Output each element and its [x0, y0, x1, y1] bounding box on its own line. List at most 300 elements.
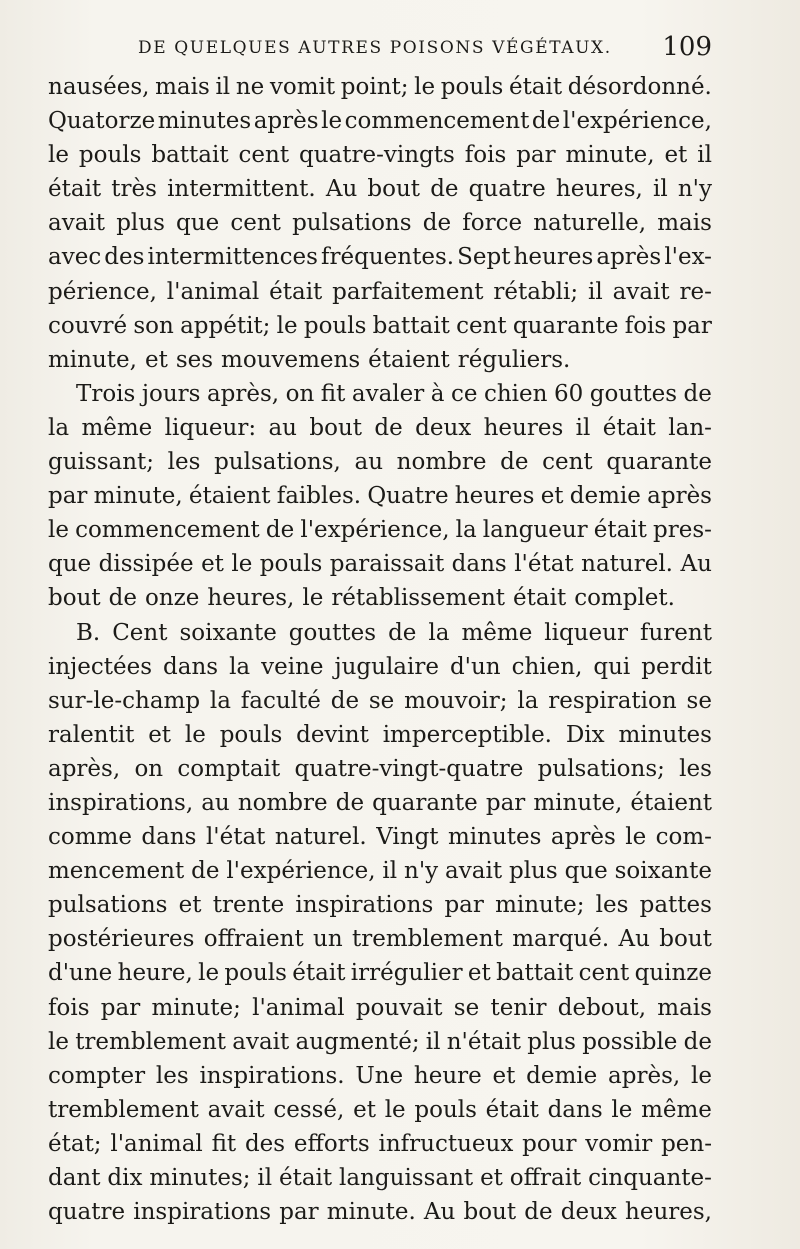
word: par — [279, 1199, 319, 1226]
word: pulsations — [292, 210, 412, 237]
word: B. — [76, 619, 101, 646]
word: battait — [496, 960, 574, 987]
text-line — [48, 820, 712, 854]
word: battait — [372, 312, 450, 339]
word: ce — [450, 380, 478, 407]
word: la — [48, 414, 70, 441]
word: bout — [367, 176, 421, 203]
word: parfaitement — [332, 278, 484, 305]
word: les — [595, 892, 629, 919]
word: postérieures — [48, 926, 195, 953]
word: soixante — [179, 619, 277, 646]
word: désordonné. — [567, 74, 712, 100]
word: ses — [175, 346, 214, 373]
word: à — [430, 380, 445, 407]
word: le — [611, 1096, 633, 1123]
word: liqueur: — [164, 414, 257, 441]
word: naturelle, — [533, 210, 647, 237]
word: le — [48, 142, 69, 169]
word: debout, — [557, 994, 647, 1021]
word: jugulaire — [334, 653, 439, 680]
word: après, — [206, 380, 280, 407]
word: comme — [48, 824, 132, 851]
word: et — [467, 960, 491, 987]
word: pouls — [259, 551, 323, 578]
word: réguliers. — [457, 346, 571, 373]
word: plus — [116, 210, 165, 237]
word: Une — [355, 1062, 404, 1089]
word: marqué. — [512, 926, 610, 953]
word: heures, — [555, 176, 643, 203]
word: fit — [320, 380, 346, 407]
text-line — [48, 343, 712, 377]
word: le — [302, 585, 324, 612]
word: Sept — [457, 244, 511, 271]
word: augmenté; — [295, 1028, 420, 1055]
word: les — [155, 1062, 189, 1089]
word: mais — [155, 74, 210, 100]
word: bout — [48, 585, 101, 612]
word: de — [335, 789, 365, 816]
text-line — [48, 411, 712, 445]
word: mouvoir; — [404, 687, 508, 714]
text-line — [48, 752, 712, 786]
word: fois — [48, 994, 90, 1021]
page-number: 109 — [662, 32, 712, 62]
word: ralentit — [48, 721, 135, 748]
text-line — [48, 718, 712, 752]
word: compter — [48, 1062, 146, 1089]
word: l'état — [205, 824, 266, 851]
word: et — [353, 1096, 376, 1123]
word: il — [588, 278, 603, 305]
word: fréquentes. — [321, 244, 455, 271]
word: par — [444, 892, 484, 919]
word: et — [201, 551, 224, 578]
word: demie — [526, 1062, 598, 1089]
word: et — [492, 1062, 516, 1089]
word: minutes — [448, 824, 542, 851]
word: tremblement — [352, 926, 503, 953]
word: deux — [415, 414, 472, 441]
word: point; — [340, 74, 409, 100]
word: il — [575, 414, 591, 441]
word: mouvemens — [221, 346, 361, 373]
word: lan- — [668, 414, 712, 441]
word: de — [422, 210, 452, 237]
word: de — [374, 414, 403, 441]
word: l'animal — [252, 994, 345, 1021]
word: il — [257, 1165, 273, 1191]
word: mencement — [48, 858, 185, 885]
word: imperceptible. — [382, 721, 552, 748]
word: faculté — [240, 687, 321, 714]
word: minute, — [93, 483, 183, 510]
word: pouls — [224, 960, 287, 987]
word: heures — [454, 483, 535, 510]
word: la — [428, 619, 450, 646]
word: Au — [423, 1199, 456, 1226]
word: les — [167, 449, 201, 476]
word: la — [229, 653, 251, 680]
word: au — [268, 414, 297, 441]
word: se — [368, 687, 395, 714]
word: pres- — [653, 517, 712, 544]
word: offrait — [509, 1165, 582, 1191]
word: et — [540, 483, 564, 510]
word: n'était — [446, 1028, 522, 1055]
word: cessé, — [273, 1096, 345, 1123]
word: com- — [655, 824, 712, 851]
word: de — [265, 517, 295, 544]
word: liqueur — [544, 619, 628, 646]
word: on — [134, 755, 164, 782]
word: Au — [618, 926, 650, 953]
word: était — [269, 278, 323, 305]
word: d'une — [48, 960, 113, 987]
word: perdit — [641, 653, 712, 680]
text-line — [48, 138, 712, 172]
word: après — [596, 244, 662, 271]
word: irrégulier — [350, 960, 463, 987]
word: dix — [107, 1165, 143, 1191]
word: dans — [163, 653, 219, 680]
text-line — [48, 1195, 712, 1229]
text-line — [48, 922, 712, 956]
word: faibles. — [276, 483, 362, 510]
word: par — [485, 789, 526, 816]
word: inspirations. — [199, 1062, 345, 1089]
word: heure — [413, 1062, 482, 1089]
word: était — [485, 1096, 539, 1123]
word: veine — [261, 653, 324, 680]
word: plus — [527, 1028, 576, 1055]
word: vomit — [269, 74, 336, 100]
word: pouls — [414, 1096, 477, 1123]
word: quarante — [372, 789, 478, 816]
word: après — [253, 108, 319, 135]
text-line — [48, 547, 712, 581]
text-line — [48, 684, 712, 718]
word: et — [480, 1165, 503, 1191]
word: furent — [639, 619, 712, 646]
word: mais — [657, 210, 712, 237]
word: avait — [207, 1096, 265, 1123]
word: pouvait — [355, 994, 443, 1021]
word: Cent — [112, 619, 168, 646]
word: le — [184, 721, 206, 748]
word: Au — [680, 551, 712, 578]
text-line — [48, 1161, 712, 1195]
word: chien — [483, 380, 548, 407]
text-line — [48, 513, 712, 547]
word: minute. — [326, 1199, 416, 1226]
word: devint — [296, 721, 369, 748]
word: il — [382, 858, 398, 885]
word: tremblement — [48, 1096, 199, 1123]
word: complet. — [574, 585, 675, 612]
word: l'animal — [110, 1130, 203, 1157]
text-line — [48, 377, 712, 411]
word: minute, — [565, 142, 655, 169]
word: que — [176, 210, 220, 237]
word: dans — [141, 824, 197, 851]
word: le — [690, 1062, 712, 1089]
text-line — [48, 445, 712, 479]
text-line — [48, 1025, 712, 1059]
word: cent — [578, 960, 630, 987]
word: battait — [151, 142, 229, 169]
word: étaient — [368, 346, 450, 373]
word: la — [517, 687, 539, 714]
word: le — [48, 517, 69, 544]
word: après — [550, 824, 616, 851]
word: quatre-vingt-quatre — [294, 755, 524, 782]
word: heures — [513, 244, 594, 271]
word: rétablissement — [331, 585, 506, 612]
word: le — [414, 74, 436, 100]
word: était — [48, 176, 102, 203]
text-line — [48, 650, 712, 684]
word: respiration — [548, 687, 677, 714]
word: qui — [593, 653, 631, 680]
word: après, — [48, 755, 121, 782]
word: fit — [211, 1130, 237, 1157]
word: était — [593, 517, 647, 544]
word: que — [48, 551, 92, 578]
word: pulsations — [48, 892, 168, 919]
word: l'animal — [166, 278, 260, 305]
word: minute; — [151, 994, 241, 1021]
word: par — [516, 142, 556, 169]
word: dissipée — [98, 551, 194, 578]
word: heures, — [207, 585, 295, 612]
word: périence, — [48, 278, 157, 305]
word: Quatre — [367, 483, 449, 510]
word: nausées, — [48, 74, 150, 100]
word: naturel. — [274, 824, 367, 851]
word: cent — [542, 449, 593, 476]
word: l'expérience, — [300, 517, 450, 544]
word: 60 — [553, 380, 584, 407]
word: n'y — [404, 858, 439, 885]
word: quatre-vingts — [299, 142, 455, 169]
word: Vingt — [376, 824, 439, 851]
word: cent — [230, 210, 281, 237]
word: il — [215, 74, 231, 100]
word: Trois — [76, 380, 136, 407]
text-line — [48, 854, 712, 888]
word: minute; — [495, 892, 585, 919]
word: le — [48, 1028, 69, 1055]
word: et — [144, 346, 168, 373]
word: et — [664, 142, 688, 169]
word: infructueux — [378, 1130, 514, 1157]
text-line — [48, 991, 712, 1025]
word: inspirations — [295, 892, 434, 919]
word: même — [81, 414, 153, 441]
word: l'expérience, — [562, 108, 712, 135]
word: offraient — [203, 926, 304, 953]
word: plus — [508, 858, 558, 885]
word: avaler — [351, 380, 425, 407]
word: demie — [569, 483, 641, 510]
word: de — [683, 380, 712, 407]
word: quatre — [48, 1199, 126, 1226]
word: quatre — [468, 176, 546, 203]
word: pouls — [440, 74, 504, 100]
word: langueur — [482, 517, 588, 544]
word: de — [191, 858, 220, 885]
word: couvré — [48, 312, 128, 339]
word: avait — [48, 210, 106, 237]
word: les — [679, 755, 712, 782]
word: étaient — [630, 789, 712, 816]
word: dans — [451, 551, 507, 578]
text-line — [48, 240, 712, 274]
word: injectées — [48, 653, 153, 680]
word: cinquante- — [588, 1165, 712, 1191]
word: de — [108, 585, 137, 612]
word: étaient — [188, 483, 271, 510]
text-line — [48, 479, 712, 513]
word: jours — [141, 380, 201, 407]
word: bout — [309, 414, 363, 441]
word: commencement — [344, 108, 530, 135]
word: intermittent. — [167, 176, 316, 203]
word: tenir — [490, 994, 547, 1021]
word: sur-le-champ — [48, 687, 201, 714]
word: guissant; — [48, 449, 155, 476]
word: se — [453, 994, 480, 1021]
text-line — [48, 581, 712, 615]
word: pulsations, — [214, 449, 341, 476]
word: et — [178, 892, 202, 919]
word: on — [285, 380, 315, 407]
word: pouls — [303, 312, 367, 339]
word: au — [354, 449, 384, 476]
word: dans — [547, 1096, 603, 1123]
word: possible — [582, 1028, 678, 1055]
word: gouttes — [288, 619, 377, 646]
word: Quatorze — [48, 108, 156, 135]
word: l'ex- — [664, 244, 712, 271]
word: le — [625, 824, 647, 851]
word: par — [672, 312, 712, 339]
word: intermittences — [147, 244, 318, 271]
text-line — [48, 172, 712, 206]
word: avait — [445, 858, 503, 885]
word: pouls — [78, 142, 142, 169]
word: des — [244, 1130, 286, 1157]
word: le — [384, 1096, 406, 1123]
word: soixante — [614, 858, 712, 885]
word: la — [209, 687, 231, 714]
word: avait — [232, 1028, 290, 1055]
word: pattes — [639, 892, 712, 919]
word: n'y — [677, 176, 712, 203]
word: le — [198, 960, 220, 987]
text-line — [48, 206, 712, 240]
text-line — [48, 309, 712, 343]
word: ne — [235, 74, 265, 100]
word: nombre — [396, 449, 487, 476]
word: se — [686, 687, 712, 714]
word: état; — [48, 1130, 102, 1157]
word: le — [321, 108, 343, 135]
word: pulsations; — [537, 755, 665, 782]
word: il — [697, 142, 712, 169]
word: de — [500, 449, 529, 476]
word: heures, — [625, 1199, 712, 1226]
body-text — [48, 70, 712, 1229]
word: nombre — [237, 789, 328, 816]
word: minutes — [618, 721, 712, 748]
word: était — [508, 74, 563, 100]
word: la — [455, 517, 477, 544]
word: était — [292, 960, 346, 987]
text-line — [48, 616, 712, 650]
word: onze — [144, 585, 200, 612]
word: même — [641, 1096, 712, 1123]
word: tremblement — [75, 1028, 227, 1055]
word: vomir — [585, 1130, 653, 1157]
word: par — [100, 994, 141, 1021]
word: l'état — [514, 551, 574, 578]
word: dant — [48, 1165, 101, 1191]
word: minutes — [157, 108, 252, 135]
word: un — [313, 926, 343, 953]
word: cent — [456, 312, 507, 339]
word: de — [388, 619, 417, 646]
word: était — [278, 1165, 333, 1191]
text-line — [48, 956, 712, 990]
word: bout — [659, 926, 712, 953]
text-line — [48, 104, 712, 138]
word: des — [104, 244, 145, 271]
word: mais — [657, 994, 712, 1021]
word: de — [330, 687, 360, 714]
word: il — [425, 1028, 441, 1055]
word: trente — [212, 892, 285, 919]
word: inspirations, — [48, 789, 194, 816]
text-line — [48, 1127, 712, 1161]
text-line — [48, 275, 712, 309]
word: après, — [608, 1062, 681, 1089]
word: appétit; — [180, 312, 271, 339]
word: minutes; — [149, 1165, 251, 1191]
word: force — [462, 210, 523, 237]
word: avait — [612, 278, 670, 305]
word: le — [231, 551, 253, 578]
word: était — [602, 414, 656, 441]
word: cent — [238, 142, 290, 169]
running-head: DE QUELQUES AUTRES POISONS VÉGÉTAUX. — [138, 38, 612, 58]
word: de — [683, 1028, 712, 1055]
word: après — [647, 483, 712, 510]
text-line — [48, 70, 712, 104]
word: que — [564, 858, 608, 885]
word: pour — [522, 1130, 577, 1157]
word: son — [133, 312, 174, 339]
word: d'un — [449, 653, 501, 680]
word: fois — [464, 142, 507, 169]
word: avec — [48, 244, 102, 271]
word: très — [111, 176, 157, 203]
text-line — [48, 786, 712, 820]
word: l'expérience, — [226, 858, 376, 885]
word: il — [652, 176, 668, 203]
